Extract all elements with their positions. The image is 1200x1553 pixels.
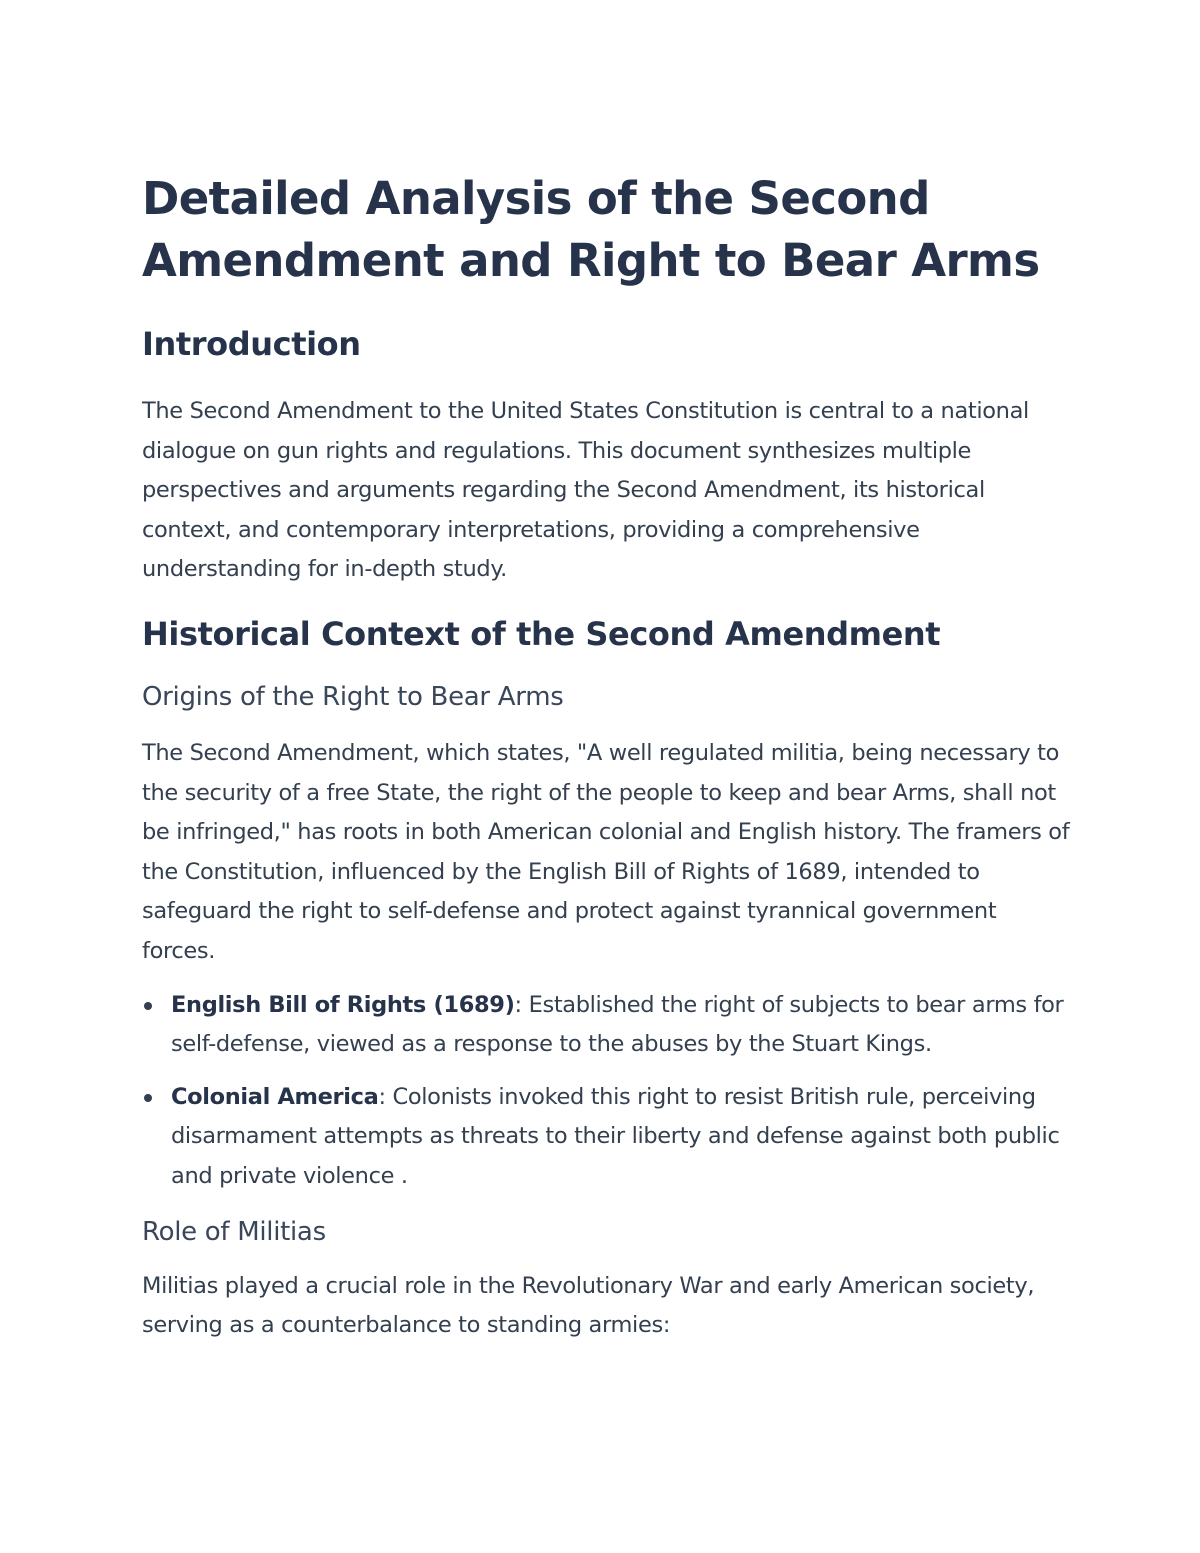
bullet-lead: English Bill of Rights (1689) bbox=[171, 991, 515, 1018]
militias-heading: Role of Militias bbox=[142, 1216, 326, 1247]
document-page bbox=[142, 168, 1072, 1346]
introduction-paragraph: The Second Amendment to the United States Constitution is central to a national dialogue on gun rights and regulations. This document synthesizes multiple perspectives and arguments regarding the Second Amendment, its historical context, and contemporary interpretations, providing a comprehensive understanding for in-depth study. bbox=[142, 398, 1029, 583]
origins-paragraph: The Second Amendment, which states, "A well regulated militia, being necessary to the security of a free State, the right of the people to keep and bear Arms, shall not be infringed," has roots in both American colonial and English history. The framers of the Constitution, influenced by the English Bill of Rights of 1689, intended to safeguard the right to self-defense and protect against tyrannical government forces. bbox=[142, 739, 1070, 964]
list-item bbox=[142, 986, 1072, 1065]
historical-context-heading: Historical Context of the Second Amendment bbox=[142, 614, 941, 653]
document-title: Detailed Analysis of the Second Amendment and Right to Bear Arms bbox=[142, 172, 1040, 287]
militias-paragraph: Militias played a crucial role in the Revolutionary War and early American society, serving as a counterbalance to standing armies: bbox=[142, 1272, 1035, 1339]
origins-bullet-list bbox=[142, 986, 1072, 1197]
bullet-text: : Established the right of subjects to bear arms for self-defense, viewed as a response to the abuses by the Stuart Kings. bbox=[171, 991, 1064, 1058]
bullet-icon bbox=[144, 1002, 152, 1010]
origins-heading: Origins of the Right to Bear Arms bbox=[142, 681, 564, 712]
introduction-heading: Introduction bbox=[142, 325, 361, 363]
bullet-text: : Colonists invoked this right to resist British rule, perceiving disarmament attempts as threats to their liberty and defense against both public and private violence . bbox=[171, 1083, 1060, 1189]
list-item bbox=[142, 1078, 1072, 1197]
bullet-lead: Colonial America bbox=[171, 1083, 379, 1110]
bullet-icon bbox=[144, 1094, 152, 1102]
